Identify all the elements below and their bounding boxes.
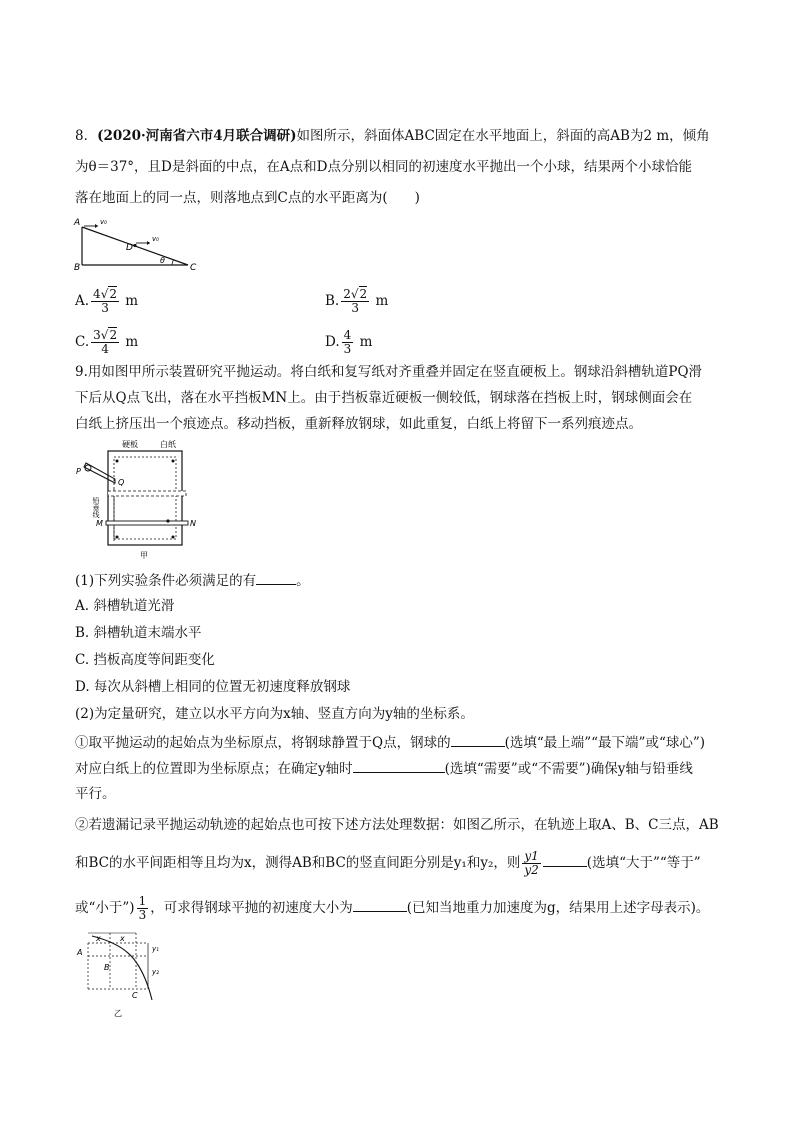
option-d-den: 3 [343, 342, 352, 356]
q9-part2-s2-line-1: ②若遗漏记录平抛运动轨迹的起始点也可按下述方法处理数据：如图乙所示，在轨迹上取A、B、C三点，AB [75, 817, 719, 833]
q9-part2-s1-line-2 [75, 758, 693, 779]
pin-1 [116, 460, 119, 463]
s2-blank-compare[interactable] [543, 852, 587, 867]
q8-number: 8． [75, 128, 98, 144]
option-b-unit: m [375, 293, 389, 309]
label-v0-a: v₀ [100, 218, 107, 226]
label-board: 硬板 [122, 440, 138, 449]
ratio-fraction [522, 850, 540, 877]
third-den: 3 [138, 908, 147, 922]
q9-part1-option-b[interactable]: B. 斜槽轨道末端水平 [75, 625, 202, 641]
s1-text-1a: ①取平抛运动的起始点为坐标原点，将钢球静置于Q点，钢球的 [75, 735, 451, 751]
s1-blank-1[interactable] [451, 732, 505, 747]
label-p: P [76, 467, 81, 476]
caption-yi: 乙 [114, 1009, 122, 1018]
option-a-unit: m [125, 293, 139, 309]
caption-jia: 甲 [140, 551, 148, 560]
ratio-den: y2 [524, 863, 539, 877]
label-a-yi: A [77, 948, 83, 957]
q8-option-b[interactable] [325, 288, 388, 315]
label-y2: y₂ [152, 968, 159, 976]
ratio-num: y1 [524, 849, 539, 863]
q8-line-2: 为θ＝37°，且D是斜面的中点，在A点和D点分别以相同的初速度水平抛出一个小球，结果两个小球恰能 [75, 159, 692, 175]
trace-point [166, 519, 169, 522]
part1-stem-end: 。 [296, 573, 310, 589]
q9-part2-s2-line-3 [75, 895, 709, 922]
label-c: C [190, 263, 197, 273]
arrow-head-a [95, 224, 98, 228]
q8-line-1 [75, 126, 710, 146]
option-a-fraction: $\frac{4√2}{3}$ [93, 287, 117, 315]
trajectory-curve [92, 936, 152, 1000]
option-c-coef: 3 [93, 328, 101, 342]
option-c-unit: m [125, 334, 139, 350]
option-b-coef: 2 [343, 287, 351, 301]
s1-blank-2[interactable] [353, 758, 445, 773]
q8-line-3: 落在地面上的同一点，则落地点到C点的水平距离为( ) [75, 190, 420, 206]
label-paper: 白纸 [160, 440, 176, 449]
q9-part2-stem: (2)为定量研究，建立以水平方向为x轴、竖直方向为y轴的坐标系。 [75, 706, 474, 722]
option-d-fraction [342, 329, 354, 356]
label-m: M [96, 519, 103, 528]
q9-part1-option-a[interactable]: A. 斜槽轨道光滑 [75, 598, 175, 614]
option-c-radicand: 2 [109, 328, 118, 342]
baffle-mn [106, 521, 188, 525]
option-b-den: 3 [351, 301, 359, 315]
option-a-den: 3 [101, 301, 109, 315]
option-b-radicand: 2 [359, 287, 368, 301]
q9-part2-s1-line-3: 平行。 [75, 786, 116, 802]
label-q: Q [118, 478, 125, 487]
q9-part1-option-c[interactable]: C. 挡板高度等间距变化 [75, 652, 215, 668]
s2-text-2b: (选填“大于”“等于” [586, 855, 701, 871]
q9-part2-s1-line-1 [75, 732, 705, 753]
label-b-yi: B [104, 963, 110, 972]
label-y1: y₁ [152, 945, 159, 953]
part1-answer-blank[interactable] [256, 570, 296, 585]
option-d-prefix: D. [325, 334, 340, 350]
s1-text-2a: 对应白纸上的位置即为坐标原点；在确定y轴时 [75, 761, 353, 777]
option-d-num: 4 [343, 328, 352, 342]
label-x1: x [96, 934, 101, 943]
q8-option-a[interactable] [75, 288, 138, 315]
option-b-prefix: B. [325, 293, 340, 309]
option-d-unit: m [359, 334, 373, 350]
figure-jia [72, 437, 202, 563]
q9-part1-stem [75, 570, 310, 591]
label-v0-d: v₀ [152, 235, 159, 243]
q8-option-c[interactable] [75, 329, 138, 356]
s2-text-2a: 和BC的水平间距相等且均为x，测得AB和BC的竖直间距分别是y₁和y₂，则 [75, 855, 521, 871]
s2-text-3a: 或“小于”) [75, 900, 135, 916]
s1-text-1b: (选填“最上端”“最下端”或“球心”) [504, 735, 706, 751]
pin-3 [116, 536, 119, 539]
s2-text-3c: (已知当地重力加速度为g，结果用上述字母表示)。 [406, 900, 710, 916]
label-c-yi: C [132, 991, 138, 1000]
part1-stem-text: (1)下列实验条件必须满足的有 [75, 573, 257, 589]
chute-pq [84, 463, 115, 483]
s1-text-2b: (选填“需要”或“不需要”)确保y轴与铅垂线 [444, 761, 693, 777]
option-c-den: 4 [101, 342, 109, 356]
white-paper [114, 457, 176, 539]
third-fraction [137, 895, 149, 922]
option-a-radicand: 2 [109, 287, 117, 301]
q8-text-1: 如图所示，斜面体ABC固定在水平地面上，斜面的高AB为2 m，倾角 [296, 128, 710, 144]
q9-part2-s2-line-2 [75, 850, 701, 877]
angle-arc [172, 260, 174, 265]
q9-intro-2: 下后从Q点飞出，落在水平挡板MN上。由于挡板靠近硬板一侧较低，钢球落在挡板上时，钢球侧面会在 [75, 390, 693, 406]
label-a: A [74, 218, 81, 228]
q9-intro-1: 9.用如图甲所示装置研究平抛运动。将白纸和复写纸对齐重叠并固定在竖直硬板上。钢球沿斜槽轨道PQ滑 [75, 364, 703, 380]
label-theta: θ [160, 256, 165, 265]
figure-yi [72, 930, 172, 1020]
option-c-prefix: C. [75, 334, 90, 350]
q8-option-d[interactable] [325, 329, 372, 356]
label-x2: x [120, 934, 125, 943]
option-a-coef: 4 [93, 287, 101, 301]
option-c-fraction: $\frac{3√2}{4}$ [93, 328, 118, 356]
s2-blank-velocity[interactable] [353, 897, 407, 912]
q9-intro-3: 白纸上挤压出一个痕迹点。移动挡板，重新释放钢球，如此重复，白纸上将留下一系列痕迹点。 [75, 416, 642, 432]
q8-incline-figure [70, 213, 200, 273]
label-d: D [126, 243, 133, 253]
q9-part1-option-d[interactable]: D. 每次从斜槽上相同的位置无初速度释放钢球 [75, 679, 351, 695]
third-num: 1 [138, 894, 147, 908]
arrow-head-d [147, 241, 150, 245]
hard-board [108, 451, 182, 545]
label-n: N [190, 519, 196, 528]
pin-4 [172, 536, 175, 539]
s2-text-3b: ，可求得钢球平抛的初速度大小为 [150, 900, 353, 916]
q8-source: (2020·河南省六市4月联合调研) [97, 128, 297, 144]
band-upper [108, 491, 186, 496]
label-plumb: 铅垂线 [92, 497, 100, 518]
option-b-fraction: $\frac{2√2}{3}$ [343, 287, 368, 315]
option-a-prefix: A. [75, 293, 90, 309]
pin-2 [172, 460, 175, 463]
point-d [133, 244, 136, 247]
label-b: B [74, 263, 81, 273]
